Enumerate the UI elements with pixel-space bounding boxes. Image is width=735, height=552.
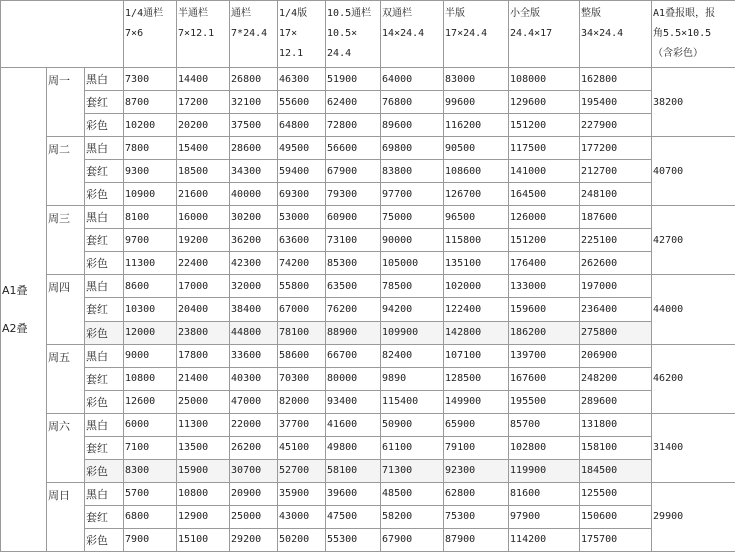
price-cell: 102000: [444, 275, 509, 298]
price-cell: 275800: [580, 321, 652, 344]
price-cell: 97900: [509, 505, 580, 528]
price-cell: 13500: [177, 436, 230, 459]
price-cell: 32000: [230, 275, 278, 298]
print-type: 套红: [85, 367, 124, 390]
price-cell: 9890: [381, 367, 444, 390]
day-label: 周五: [47, 344, 85, 413]
price-cell: 151200: [509, 114, 580, 137]
price-cell: 41600: [326, 413, 381, 436]
table-row: [1, 183, 735, 206]
price-cell: 97700: [381, 183, 444, 206]
price-cell: 58100: [326, 459, 381, 482]
day-label: 周一: [47, 68, 85, 137]
price-cell: 25000: [230, 505, 278, 528]
print-type: 黑白: [85, 275, 124, 298]
price-cell: 128500: [444, 367, 509, 390]
table-row: [1, 252, 735, 275]
a1-ear-price: 42700: [652, 206, 735, 275]
price-cell: 119900: [509, 459, 580, 482]
price-cell: 62400: [326, 91, 381, 114]
price-cell: 53000: [278, 206, 326, 229]
header-col-1: 1/4通栏 7×6: [124, 1, 177, 68]
price-cell: 60900: [326, 206, 381, 229]
price-cell: 61100: [381, 436, 444, 459]
print-type: 黑白: [85, 68, 124, 91]
price-cell: 51900: [326, 68, 381, 91]
price-cell: 133000: [509, 275, 580, 298]
price-cell: 186200: [509, 321, 580, 344]
price-cell: 38400: [230, 298, 278, 321]
print-type: 彩色: [85, 528, 124, 551]
price-cell: 76200: [326, 298, 381, 321]
header-col-7: 半版 17×24.4: [444, 1, 509, 68]
table-row: [1, 528, 735, 551]
price-cell: 126700: [444, 183, 509, 206]
table-row: [1, 298, 735, 321]
price-cell: 167600: [509, 367, 580, 390]
price-cell: 20900: [230, 482, 278, 505]
print-type: 彩色: [85, 114, 124, 137]
price-cell: 116200: [444, 114, 509, 137]
price-cell: 102800: [509, 436, 580, 459]
price-cell: 115400: [381, 390, 444, 413]
table-row: [1, 482, 735, 505]
price-cell: 17800: [177, 344, 230, 367]
price-cell: 58600: [278, 344, 326, 367]
price-cell: 67900: [381, 528, 444, 551]
price-cell: 42300: [230, 252, 278, 275]
price-cell: 164500: [509, 183, 580, 206]
price-cell: 6800: [124, 505, 177, 528]
price-cell: 36200: [230, 229, 278, 252]
price-cell: 50900: [381, 413, 444, 436]
print-type: 黑白: [85, 206, 124, 229]
day-label: 周二: [47, 137, 85, 206]
print-type: 套红: [85, 160, 124, 183]
price-cell: 117500: [509, 137, 580, 160]
print-type: 套红: [85, 229, 124, 252]
day-label: 周三: [47, 206, 85, 275]
price-cell: 43000: [278, 505, 326, 528]
price-cell: 15100: [177, 528, 230, 551]
print-type: 套红: [85, 436, 124, 459]
price-cell: 78500: [381, 275, 444, 298]
price-cell: 94200: [381, 298, 444, 321]
price-cell: 56600: [326, 137, 381, 160]
table-row: [1, 91, 735, 114]
header-col-5: 10.5通栏 10.5× 24.4: [326, 1, 381, 68]
print-type: 彩色: [85, 252, 124, 275]
price-cell: 9000: [124, 344, 177, 367]
price-cell: 69800: [381, 137, 444, 160]
price-cell: 248100: [580, 183, 652, 206]
price-cell: 55800: [278, 275, 326, 298]
price-cell: 40000: [230, 183, 278, 206]
price-cell: 19200: [177, 229, 230, 252]
price-cell: 10200: [124, 114, 177, 137]
table-row: [1, 436, 735, 459]
header-col-a1: A1叠报眼，报 角5.5×10.5 （含彩色）: [652, 1, 735, 68]
print-type: 黑白: [85, 482, 124, 505]
price-cell: 176400: [509, 252, 580, 275]
header-col-4: 1/4版 17× 12.1: [278, 1, 326, 68]
price-cell: 289600: [580, 390, 652, 413]
price-cell: 79100: [444, 436, 509, 459]
price-cell: 22000: [230, 413, 278, 436]
price-cell: 206900: [580, 344, 652, 367]
price-cell: 225100: [580, 229, 652, 252]
price-cell: 14400: [177, 68, 230, 91]
table-row: [1, 229, 735, 252]
price-cell: 10300: [124, 298, 177, 321]
price-cell: 7900: [124, 528, 177, 551]
price-cell: 30700: [230, 459, 278, 482]
price-cell: 67000: [278, 298, 326, 321]
table-row: [1, 413, 735, 436]
price-cell: 20200: [177, 114, 230, 137]
price-cell: 26200: [230, 436, 278, 459]
price-cell: 39600: [326, 482, 381, 505]
price-cell: 55300: [326, 528, 381, 551]
price-cell: 78100: [278, 321, 326, 344]
a1-ear-price: 29900: [652, 482, 735, 551]
price-cell: 93400: [326, 390, 381, 413]
price-cell: 40300: [230, 367, 278, 390]
price-cell: 45100: [278, 436, 326, 459]
price-cell: 21600: [177, 183, 230, 206]
price-cell: 108600: [444, 160, 509, 183]
print-type: 黑白: [85, 413, 124, 436]
price-cell: 125500: [580, 482, 652, 505]
price-cell: 151200: [509, 229, 580, 252]
price-cell: 92300: [444, 459, 509, 482]
price-cell: 48500: [381, 482, 444, 505]
price-cell: 87900: [444, 528, 509, 551]
group-label: [1, 68, 47, 552]
price-cell: 58200: [381, 505, 444, 528]
price-cell: 10800: [124, 367, 177, 390]
table-row: [1, 114, 735, 137]
a1-ear-price: 40700: [652, 137, 735, 206]
header-corner: [1, 1, 124, 68]
price-cell: 70300: [278, 367, 326, 390]
price-cell: 122400: [444, 298, 509, 321]
price-cell: 18500: [177, 160, 230, 183]
price-cell: 72800: [326, 114, 381, 137]
price-cell: 162800: [580, 68, 652, 91]
price-cell: 16000: [177, 206, 230, 229]
a1-ear-price: 44000: [652, 275, 735, 344]
price-cell: 17200: [177, 91, 230, 114]
price-cell: 33600: [230, 344, 278, 367]
price-cell: 12600: [124, 390, 177, 413]
price-cell: 50200: [278, 528, 326, 551]
print-type: 彩色: [85, 390, 124, 413]
price-cell: 17000: [177, 275, 230, 298]
table-row: [1, 68, 735, 91]
price-cell: 23800: [177, 321, 230, 344]
price-cell: 63500: [326, 275, 381, 298]
price-cell: 85700: [509, 413, 580, 436]
day-label: 周四: [47, 275, 85, 344]
price-cell: 107100: [444, 344, 509, 367]
price-cell: 90500: [444, 137, 509, 160]
price-cell: 248200: [580, 367, 652, 390]
price-cell: 150600: [580, 505, 652, 528]
price-cell: 158100: [580, 436, 652, 459]
price-cell: 69300: [278, 183, 326, 206]
price-cell: 37500: [230, 114, 278, 137]
price-cell: 10900: [124, 183, 177, 206]
price-cell: 12900: [177, 505, 230, 528]
price-cell: 9300: [124, 160, 177, 183]
price-cell: 22400: [177, 252, 230, 275]
price-cell: 7100: [124, 436, 177, 459]
table-row: [1, 459, 735, 482]
price-cell: 99600: [444, 91, 509, 114]
price-cell: 141000: [509, 160, 580, 183]
price-cell: 26800: [230, 68, 278, 91]
price-cell: 7300: [124, 68, 177, 91]
price-cell: 73100: [326, 229, 381, 252]
price-cell: 105000: [381, 252, 444, 275]
price-cell: 59400: [278, 160, 326, 183]
price-cell: 76800: [381, 91, 444, 114]
price-cell: 89600: [381, 114, 444, 137]
price-cell: 197000: [580, 275, 652, 298]
price-cell: 8300: [124, 459, 177, 482]
price-cell: 82400: [381, 344, 444, 367]
price-cell: 236400: [580, 298, 652, 321]
price-cell: 114200: [509, 528, 580, 551]
table-row: [1, 160, 735, 183]
price-cell: 131800: [580, 413, 652, 436]
price-cell: 29200: [230, 528, 278, 551]
group-label-a1: A1叠: [2, 283, 28, 297]
price-cell: 30200: [230, 206, 278, 229]
price-cell: 10800: [177, 482, 230, 505]
price-cell: 7800: [124, 137, 177, 160]
price-cell: 66700: [326, 344, 381, 367]
print-type: 套红: [85, 91, 124, 114]
price-cell: 262600: [580, 252, 652, 275]
price-cell: 90000: [381, 229, 444, 252]
print-type: 彩色: [85, 321, 124, 344]
price-cell: 34300: [230, 160, 278, 183]
table-row: [1, 505, 735, 528]
price-cell: 8700: [124, 91, 177, 114]
price-cell: 44800: [230, 321, 278, 344]
a1-ear-price: 46200: [652, 344, 735, 413]
price-cell: 35900: [278, 482, 326, 505]
price-cell: 159600: [509, 298, 580, 321]
a1-ear-price: 31400: [652, 413, 735, 482]
price-cell: 21400: [177, 367, 230, 390]
price-cell: 28600: [230, 137, 278, 160]
day-label: 周六: [47, 413, 85, 482]
table-row: [1, 367, 735, 390]
table-row: [1, 344, 735, 367]
header-col-2: 半通栏 7×12.1: [177, 1, 230, 68]
price-cell: 142800: [444, 321, 509, 344]
price-cell: 47500: [326, 505, 381, 528]
price-cell: 55600: [278, 91, 326, 114]
price-cell: 81600: [509, 482, 580, 505]
price-cell: 83000: [444, 68, 509, 91]
print-type: 套红: [85, 298, 124, 321]
price-cell: 74200: [278, 252, 326, 275]
header-col-9: 整版 34×24.4: [580, 1, 652, 68]
table-row: [1, 206, 735, 229]
price-cell: 49500: [278, 137, 326, 160]
price-cell: 9700: [124, 229, 177, 252]
price-cell: 184500: [580, 459, 652, 482]
price-cell: 11300: [177, 413, 230, 436]
price-cell: 82000: [278, 390, 326, 413]
price-cell: 75300: [444, 505, 509, 528]
price-cell: 62800: [444, 482, 509, 505]
price-cell: 187600: [580, 206, 652, 229]
price-cell: 227900: [580, 114, 652, 137]
price-cell: 67900: [326, 160, 381, 183]
print-type: 黑白: [85, 137, 124, 160]
table-row: [1, 137, 735, 160]
price-cell: 49800: [326, 436, 381, 459]
price-cell: 195400: [580, 91, 652, 114]
price-cell: 15400: [177, 137, 230, 160]
price-cell: 96500: [444, 206, 509, 229]
price-cell: 25000: [177, 390, 230, 413]
price-cell: 139700: [509, 344, 580, 367]
price-cell: 108000: [509, 68, 580, 91]
price-cell: 32100: [230, 91, 278, 114]
header-row: [1, 1, 735, 68]
print-type: 黑白: [85, 344, 124, 367]
price-cell: 20400: [177, 298, 230, 321]
table-row: [1, 390, 735, 413]
price-cell: 149900: [444, 390, 509, 413]
header-col-8: 小全版 24.4×17: [509, 1, 580, 68]
price-cell: 6000: [124, 413, 177, 436]
table-row: [1, 321, 735, 344]
day-label: 周日: [47, 482, 85, 551]
price-cell: 63600: [278, 229, 326, 252]
price-cell: 12000: [124, 321, 177, 344]
price-cell: 195500: [509, 390, 580, 413]
price-cell: 46300: [278, 68, 326, 91]
print-type: 套红: [85, 505, 124, 528]
price-cell: 8100: [124, 206, 177, 229]
price-cell: 177200: [580, 137, 652, 160]
table-row: [1, 275, 735, 298]
price-cell: 85300: [326, 252, 381, 275]
group-label-a2: A2叠: [2, 321, 28, 335]
price-cell: 109900: [381, 321, 444, 344]
price-cell: 88900: [326, 321, 381, 344]
price-cell: 129600: [509, 91, 580, 114]
price-cell: 71300: [381, 459, 444, 482]
a1-ear-price: 38200: [652, 68, 735, 137]
price-cell: 175700: [580, 528, 652, 551]
print-type: 彩色: [85, 183, 124, 206]
price-cell: 79300: [326, 183, 381, 206]
price-cell: 47000: [230, 390, 278, 413]
price-cell: 75000: [381, 206, 444, 229]
price-cell: 64800: [278, 114, 326, 137]
price-cell: 8600: [124, 275, 177, 298]
price-cell: 11300: [124, 252, 177, 275]
price-body: [1, 68, 735, 552]
price-cell: 126000: [509, 206, 580, 229]
price-cell: 83800: [381, 160, 444, 183]
price-cell: 5700: [124, 482, 177, 505]
price-cell: 52700: [278, 459, 326, 482]
header-col-6: 双通栏 14×24.4: [381, 1, 444, 68]
price-cell: 64000: [381, 68, 444, 91]
price-cell: 65900: [444, 413, 509, 436]
price-cell: 135100: [444, 252, 509, 275]
price-cell: 37700: [278, 413, 326, 436]
print-type: 彩色: [85, 459, 124, 482]
price-cell: 15900: [177, 459, 230, 482]
price-cell: 115800: [444, 229, 509, 252]
price-cell: 212700: [580, 160, 652, 183]
header-col-3: 通栏 7*24.4: [230, 1, 278, 68]
price-cell: 80000: [326, 367, 381, 390]
